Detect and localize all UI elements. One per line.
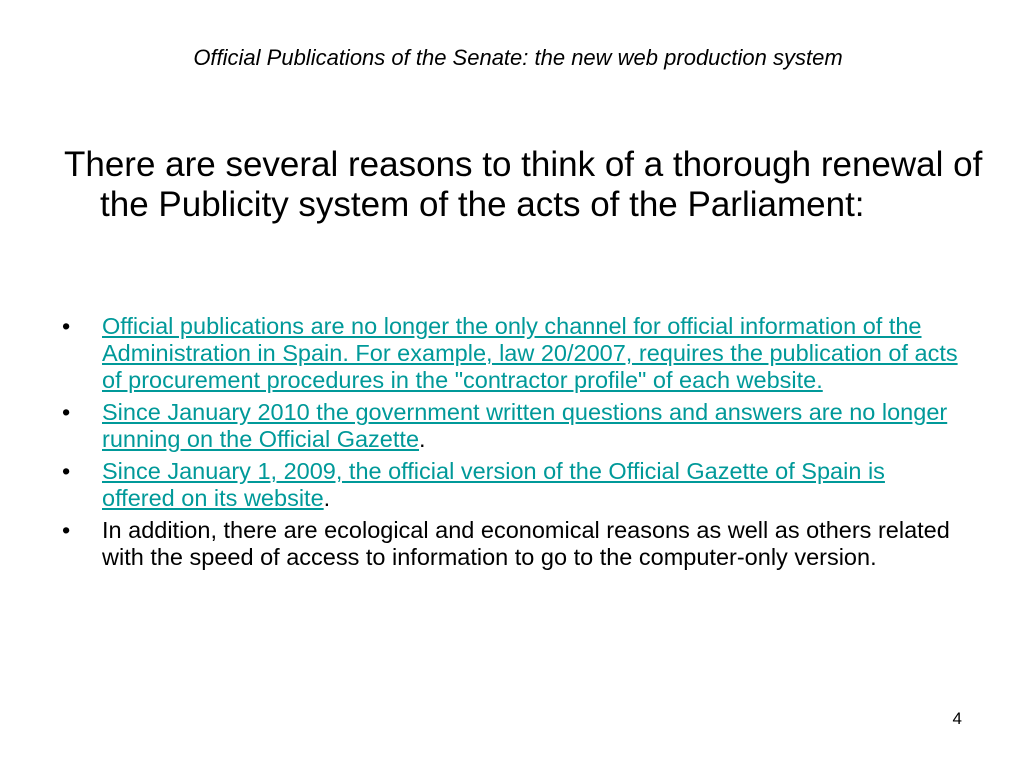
bullet-trailing-text: . [419, 426, 426, 452]
bullet-trailing-text: . [323, 485, 331, 511]
bullet-icon: • [62, 517, 71, 543]
slide-title: Official Publications of the Senate: the new web production system [193, 45, 843, 70]
bullet-list [62, 313, 962, 576]
procurement-link[interactable]: Official publications are no longer the only channel for official information of the Administration in Spain. For example, law 20/2007, requires the publication of acts of procurement procedures in the "contractor profile" of each website. [102, 313, 958, 393]
bullet-icon: • [62, 313, 71, 339]
list-item [62, 313, 962, 394]
list-item [62, 517, 962, 571]
official-gazette-link[interactable]: Since January 1, 2009, the official version of the Official Gazette of Spain is offered on its website [102, 458, 885, 511]
bullet-icon: • [62, 458, 71, 484]
page-number: 4 [952, 709, 962, 728]
written-questions-link[interactable]: Since January 2010 the government written questions and answers are no longer running on the Official Gazette [102, 399, 948, 452]
list-item [62, 399, 962, 453]
list-item [62, 458, 962, 512]
bullet-text: In addition, there are ecological and economical reasons as well as others related with the speed of access to information to go to the computer-only version. [102, 517, 950, 570]
bullet-icon: • [62, 399, 71, 425]
intro-paragraph: There are several reasons to think of a thorough renewal of the Publicity system of the acts of the Parliament: [64, 145, 983, 224]
